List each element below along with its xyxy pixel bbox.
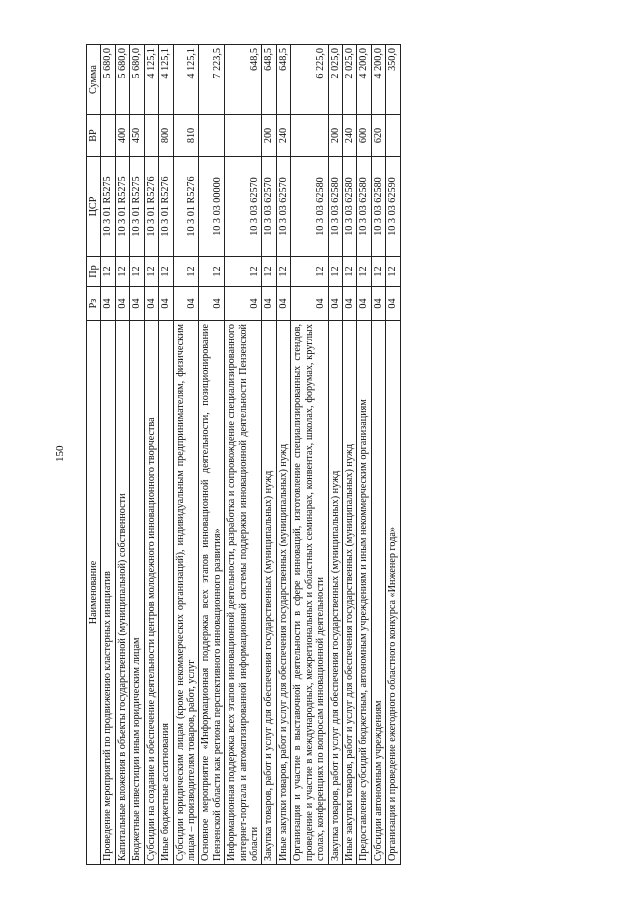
table-row (225, 45, 262, 865)
row-sum-cell: 5 680,0 (101, 45, 115, 115)
row-csr-cell: 10 3 03 62580 (328, 157, 342, 257)
row-vr-cell: 620 (371, 115, 385, 157)
row-name-cell: Закупка товаров, работ и услуг для обеспечения государственных (муниципальных) нужд (262, 321, 276, 865)
row-rz-cell: 04 (115, 287, 129, 321)
row-rz-cell: 04 (225, 287, 262, 321)
row-name-cell: Иные закупки товаров, работ и услуг для обеспечения государственных (муниципальных) нужд (276, 321, 290, 865)
table-row (130, 45, 144, 865)
row-rz-cell: 04 (343, 287, 357, 321)
row-name-cell: Иные бюджетные ассигнования (159, 321, 173, 865)
row-csr-cell: 10 3 01 R5275 (115, 157, 129, 257)
row-pr-cell: 12 (262, 257, 276, 287)
row-sum-cell: 648,5 (225, 45, 262, 115)
row-name-cell: Информационная поддержка всех этапов инновационной деятельности, разработка и сопровождение специализированного интернет-портала и автоматизированной информационной системы поддержки инновационной деятельности Пензенской области (225, 321, 262, 865)
row-vr-cell (199, 115, 225, 157)
header-rz: Рз (87, 287, 101, 321)
row-vr-cell: 450 (130, 115, 144, 157)
row-name-cell: Субсидии автономным учреждениям (371, 321, 385, 865)
row-csr-cell: 10 3 03 62580 (371, 157, 385, 257)
row-name-cell: Организация и участие в выставочной деятельности в сфере инноваций, изготовление специализированных стендов, проведение и участие в международных, межрегиональных и областных семинарах, конвентах, школах, форумах, круглых столах, конференциях по вопросам инновационной деятельности (291, 321, 328, 865)
row-name-cell: Проведение мероприятий по продвижению кластерных инициатив (101, 321, 115, 865)
row-sum-cell: 648,5 (262, 45, 276, 115)
table-row (262, 45, 276, 865)
table-row (173, 45, 199, 865)
table-row (291, 45, 328, 865)
table-row (115, 45, 129, 865)
table-header-row (87, 45, 101, 865)
header-name: Наименование (87, 321, 101, 865)
row-pr-cell: 12 (159, 257, 173, 287)
row-sum-cell: 4 125,1 (173, 45, 199, 115)
row-sum-cell: 350,0 (386, 45, 400, 115)
row-pr-cell: 12 (173, 257, 199, 287)
row-rz-cell: 04 (357, 287, 371, 321)
row-name-cell: Организация и проведение ежегодного областного конкурса «Инженер года» (386, 321, 400, 865)
row-vr-cell: 240 (276, 115, 290, 157)
row-vr-cell: 400 (115, 115, 129, 157)
row-sum-cell: 5 680,0 (130, 45, 144, 115)
row-csr-cell: 10 3 01 R5275 (101, 157, 115, 257)
row-vr-cell: 600 (357, 115, 371, 157)
row-pr-cell: 12 (371, 257, 385, 287)
row-sum-cell: 6 225,0 (291, 45, 328, 115)
row-pr-cell: 12 (291, 257, 328, 287)
row-pr-cell: 12 (130, 257, 144, 287)
budget-table (86, 44, 401, 865)
row-pr-cell: 12 (225, 257, 262, 287)
row-sum-cell: 648,5 (276, 45, 290, 115)
row-pr-cell: 12 (357, 257, 371, 287)
row-rz-cell: 04 (386, 287, 400, 321)
row-name-cell: Бюджетные инвестиции иным юридическим лицам (130, 321, 144, 865)
row-rz-cell: 04 (199, 287, 225, 321)
row-rz-cell: 04 (371, 287, 385, 321)
table-row (276, 45, 290, 865)
row-pr-cell: 12 (343, 257, 357, 287)
header-vr: ВР (87, 115, 101, 157)
table-row (159, 45, 173, 865)
row-csr-cell: 10 3 03 62570 (225, 157, 262, 257)
row-rz-cell: 04 (276, 287, 290, 321)
header-csr: ЦСР (87, 157, 101, 257)
row-rz-cell: 04 (262, 287, 276, 321)
row-pr-cell: 12 (144, 257, 158, 287)
row-rz-cell: 04 (101, 287, 115, 321)
row-vr-cell: 240 (343, 115, 357, 157)
row-csr-cell: 10 3 03 62580 (357, 157, 371, 257)
table-row (386, 45, 400, 865)
table-row (199, 45, 225, 865)
row-rz-cell: 04 (328, 287, 342, 321)
row-pr-cell: 12 (386, 257, 400, 287)
row-csr-cell: 10 3 03 62570 (276, 157, 290, 257)
row-pr-cell: 12 (101, 257, 115, 287)
row-csr-cell: 10 3 03 62580 (343, 157, 357, 257)
row-rz-cell: 04 (144, 287, 158, 321)
row-vr-cell (225, 115, 262, 157)
row-name-cell: Предоставление субсидий бюджетным, автономным учреждениям и иным некоммерческим организациям (357, 321, 371, 865)
header-pr: Пр (87, 257, 101, 287)
budget-table-container (86, 45, 564, 865)
row-name-cell: Капитальные вложения в объекты государственной (муниципальной) собственности (115, 321, 129, 865)
row-vr-cell (144, 115, 158, 157)
row-pr-cell: 12 (199, 257, 225, 287)
row-csr-cell: 10 3 01 R5276 (144, 157, 158, 257)
row-csr-cell: 10 3 01 R5276 (173, 157, 199, 257)
row-vr-cell: 200 (328, 115, 342, 157)
row-csr-cell: 10 3 03 00000 (199, 157, 225, 257)
row-sum-cell: 7 223,5 (199, 45, 225, 115)
row-sum-cell: 4 125,1 (159, 45, 173, 115)
table-row (371, 45, 385, 865)
row-sum-cell: 5 680,0 (115, 45, 129, 115)
row-sum-cell: 4 200,0 (371, 45, 385, 115)
row-vr-cell (291, 115, 328, 157)
row-vr-cell (101, 115, 115, 157)
row-name-cell: Субсидии юридическим лицам (кроме некоммерческих организаций), индивидуальным предпринимателям, физическим лицам – производителям товаров, работ, услуг (173, 321, 199, 865)
row-csr-cell: 10 3 01 R5275 (130, 157, 144, 257)
row-sum-cell: 2 025,0 (328, 45, 342, 115)
row-name-cell: Иные закупки товаров, работ и услуг для обеспечения государственных (муниципальных) нужд (343, 321, 357, 865)
table-row (144, 45, 158, 865)
row-rz-cell: 04 (173, 287, 199, 321)
row-rz-cell: 04 (159, 287, 173, 321)
row-pr-cell: 12 (328, 257, 342, 287)
row-vr-cell: 810 (173, 115, 199, 157)
row-vr-cell: 200 (262, 115, 276, 157)
row-pr-cell: 12 (115, 257, 129, 287)
row-vr-cell (386, 115, 400, 157)
row-csr-cell: 10 3 03 62570 (262, 157, 276, 257)
header-sum: Сумма (87, 45, 101, 115)
row-csr-cell: 10 3 01 R5276 (159, 157, 173, 257)
page-number: 150 (54, 445, 66, 462)
row-name-cell: Субсидии на создание и обеспечение деятельности центров молодежного инновационного творчества (144, 321, 158, 865)
row-csr-cell: 10 3 03 62580 (291, 157, 328, 257)
row-vr-cell: 800 (159, 115, 173, 157)
table-row (328, 45, 342, 865)
row-sum-cell: 4 200,0 (357, 45, 371, 115)
row-sum-cell: 2 025,0 (343, 45, 357, 115)
row-name-cell: Закупка товаров, работ и услуг для обеспечения государственных (муниципальных) нужд (328, 321, 342, 865)
row-rz-cell: 04 (130, 287, 144, 321)
table-row (357, 45, 371, 865)
row-rz-cell: 04 (291, 287, 328, 321)
row-pr-cell: 12 (276, 257, 290, 287)
table-row (343, 45, 357, 865)
row-name-cell: Основное мероприятие «Информационная поддержка всех этапов инновационной деятельности, позиционирование Пензенской области как региона перспективного инновационного развития» (199, 321, 225, 865)
row-sum-cell: 4 125,1 (144, 45, 158, 115)
table-row (101, 45, 115, 865)
row-csr-cell: 10 3 03 62590 (386, 157, 400, 257)
